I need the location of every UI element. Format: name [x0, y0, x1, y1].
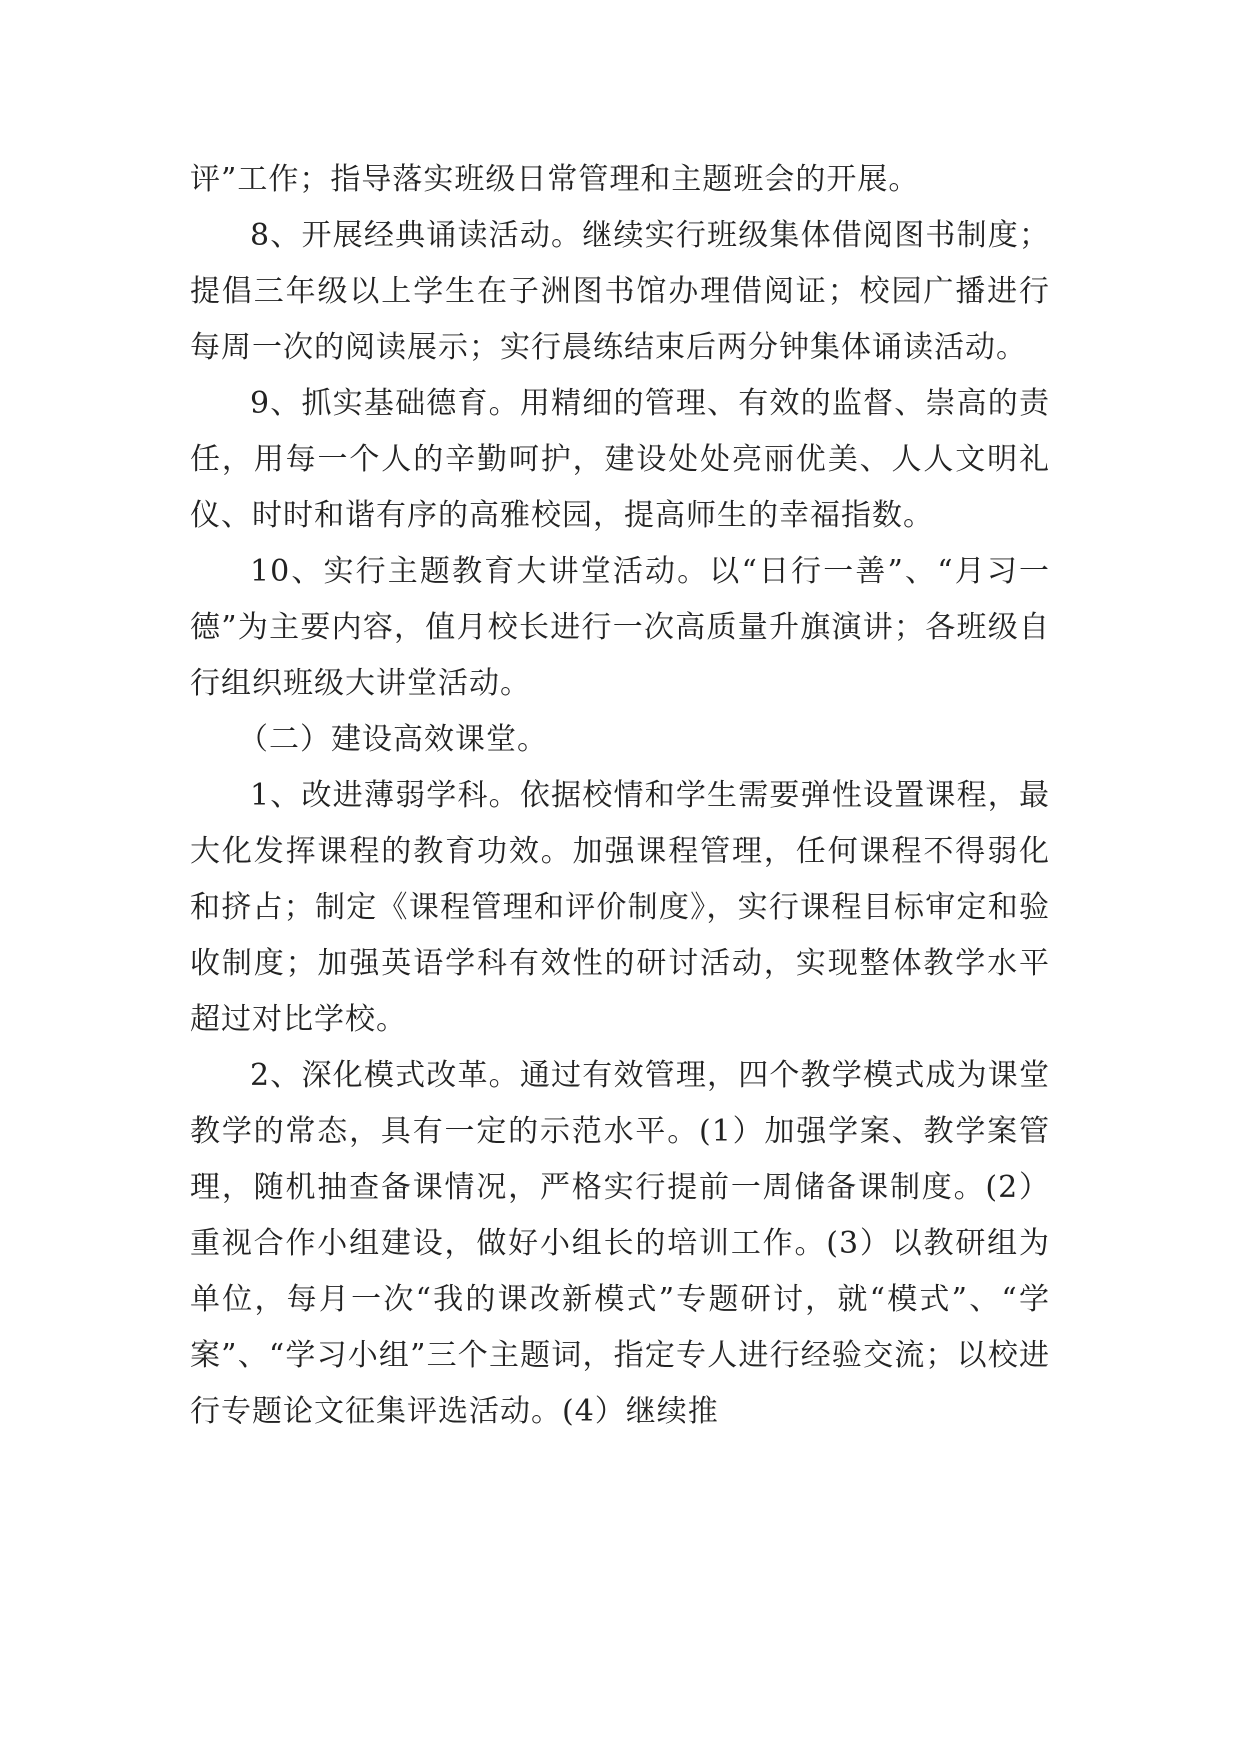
paragraph-item-9: 9、抓实基础德育。用精细的管理、有效的监督、崇高的责任，用每一个人的辛勤呵护，建设处处亮丽优美、人人文明礼仪、时时和谐有序的高雅校园，提高师生的幸福指数。 — [190, 386, 1050, 533]
paragraph-item-1: 1、改进薄弱学科。依据校情和学生需要弹性设置课程，最大化发挥课程的教育功效。加强课程管理，任何课程不得弱化和挤占；制定《课程管理和评价制度》，实行课程目标审定和验收制度；加强英语学科有效性的研讨活动，实现整体教学水平超过对比学校。 — [190, 778, 1050, 1037]
paragraph-item-2: 2、深化模式改革。通过有效管理，四个教学模式成为课堂教学的常态，具有一定的示范水平。(1）加强学案、教学案管理，随机抽查备课情况，严格实行提前一周储备课制度。(2）重视合作小组建设，做好小组长的培训工作。(3）以教研组为单位，每月一次“我的课改新模式”专题研讨，就“模式”、“学案”、“学习小组”三个主题词，指定专人进行经验交流；以校进行专题论文征集评选活动。(4）继续推 — [190, 1058, 1050, 1429]
document-body — [190, 152, 1050, 1440]
paragraph-item-8: 8、开展经典诵读活动。继续实行班级集体借阅图书制度；提倡三年级以上学生在子洲图书馆办理借阅证；校园广播进行每周一次的阅读展示；实行晨练结束后两分钟集体诵读活动。 — [190, 218, 1050, 365]
section-heading: （二）建设高效课堂。 — [238, 722, 548, 757]
paragraph-continuation: 评”工作；指导落实班级日常管理和主题班会的开展。 — [190, 162, 920, 197]
paragraph-item-10: 10、实行主题教育大讲堂活动。以“日行一善”、“月习一德”为主要内容，值月校长进行一次高质量升旗演讲；各班级自行组织班级大讲堂活动。 — [190, 554, 1050, 701]
